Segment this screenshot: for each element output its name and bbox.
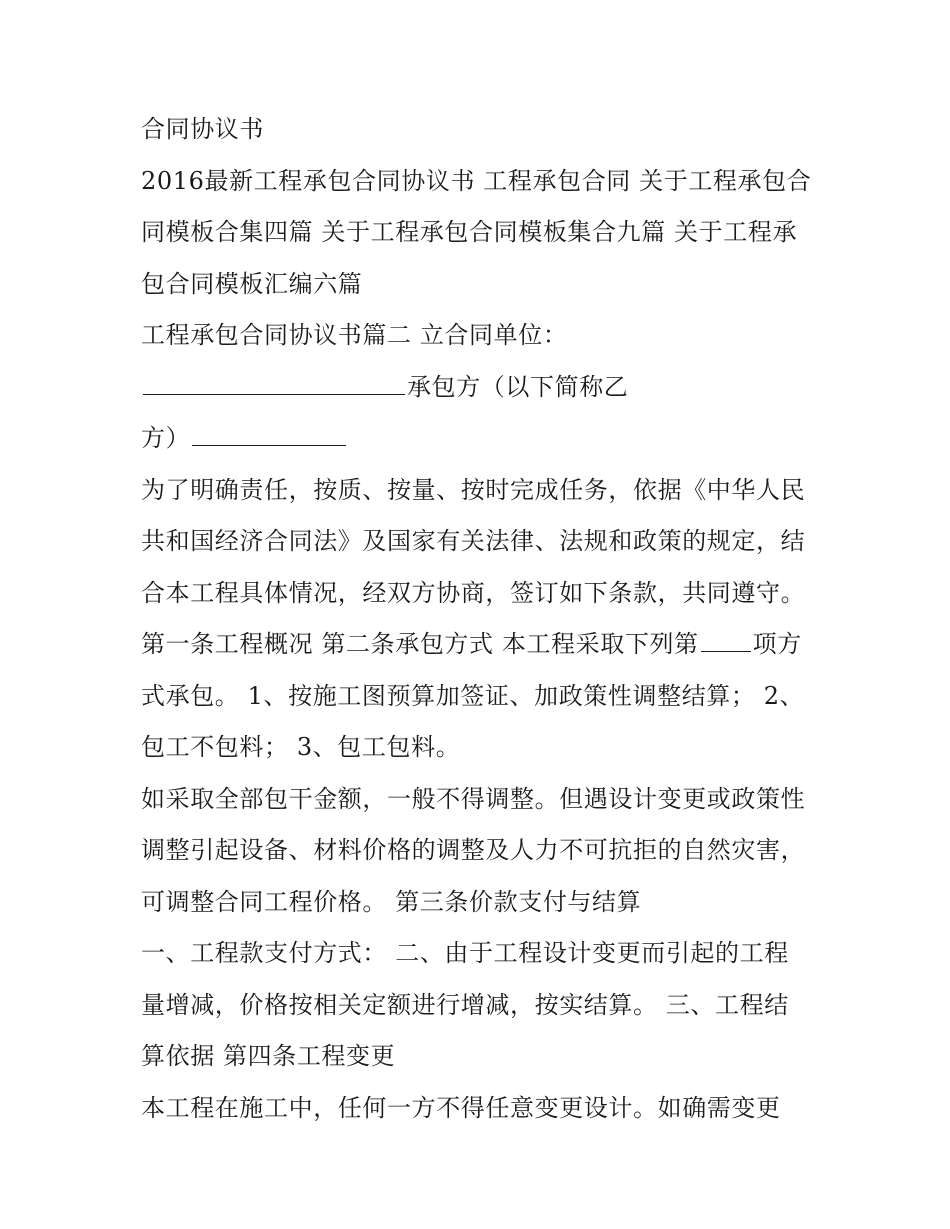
text-line: 2016最新工程承包合同协议书 工程承包合同 关于工程承包合: [141, 166, 812, 195]
text-line-with-blank: [141, 413, 821, 465]
text-fragment: 方）: [141, 424, 191, 452]
fill-in-blank: [143, 376, 405, 395]
fill-in-blank: [192, 427, 346, 446]
text-line: 调整引起设备、材料价格的调整及人力不可抗拒的自然灾害，: [141, 836, 806, 864]
text-line-with-blank: [141, 362, 821, 414]
text-line: 合本工程具体情况，经双方协商，签订如下条款，共同遵守。: [141, 578, 806, 607]
text-fragment: 承包方（以下简称乙: [407, 372, 629, 401]
text-fragment: 第一条工程概况 第二条承包方式 本工程采取下列第: [141, 630, 699, 658]
text-line: 量增减，价格按相关定额进行增减，按实结算。 三、工程结: [141, 990, 789, 1019]
text-line: 算依据 第四条工程变更: [141, 1042, 396, 1070]
text-line: 同模板合集四篇 关于工程承包合同模板集合九篇 关于工程承: [141, 218, 798, 246]
text-fragment: 项方: [752, 630, 802, 658]
document-body: [141, 104, 821, 1134]
fill-in-blank: [701, 633, 751, 652]
text-line: 为了明确责任，按质、按量、按时完成任务，依据《中华人民: [141, 475, 806, 504]
text-line: 包合同模板汇编六篇: [141, 269, 363, 298]
text-line: 一、工程款支付方式： 二、由于工程设计变更而引起的工程: [141, 939, 789, 967]
text-line-with-blank: [141, 619, 821, 671]
document-title: 合同协议书: [141, 115, 264, 143]
text-line: 如采取全部包干金额，一般不得调整。但遇设计变更或政策性: [141, 784, 806, 813]
text-line: 包工不包料； 3、包工包料。: [141, 733, 461, 761]
text-line: 工程承包合同协议书篇二 立合同单位：: [141, 321, 568, 349]
text-line: 式承包。 1、按施工图预算加签证、加政策性调整结算； 2、: [141, 681, 805, 710]
text-line: 本工程在施工中，任何一方不得任意变更设计。如确需变更: [141, 1093, 781, 1122]
text-line: 共和国经济合同法》及国家有关法律、法规和政策的规定，结: [141, 527, 806, 555]
text-line: 可调整合同工程价格。 第三条价款支付与结算: [141, 887, 642, 916]
